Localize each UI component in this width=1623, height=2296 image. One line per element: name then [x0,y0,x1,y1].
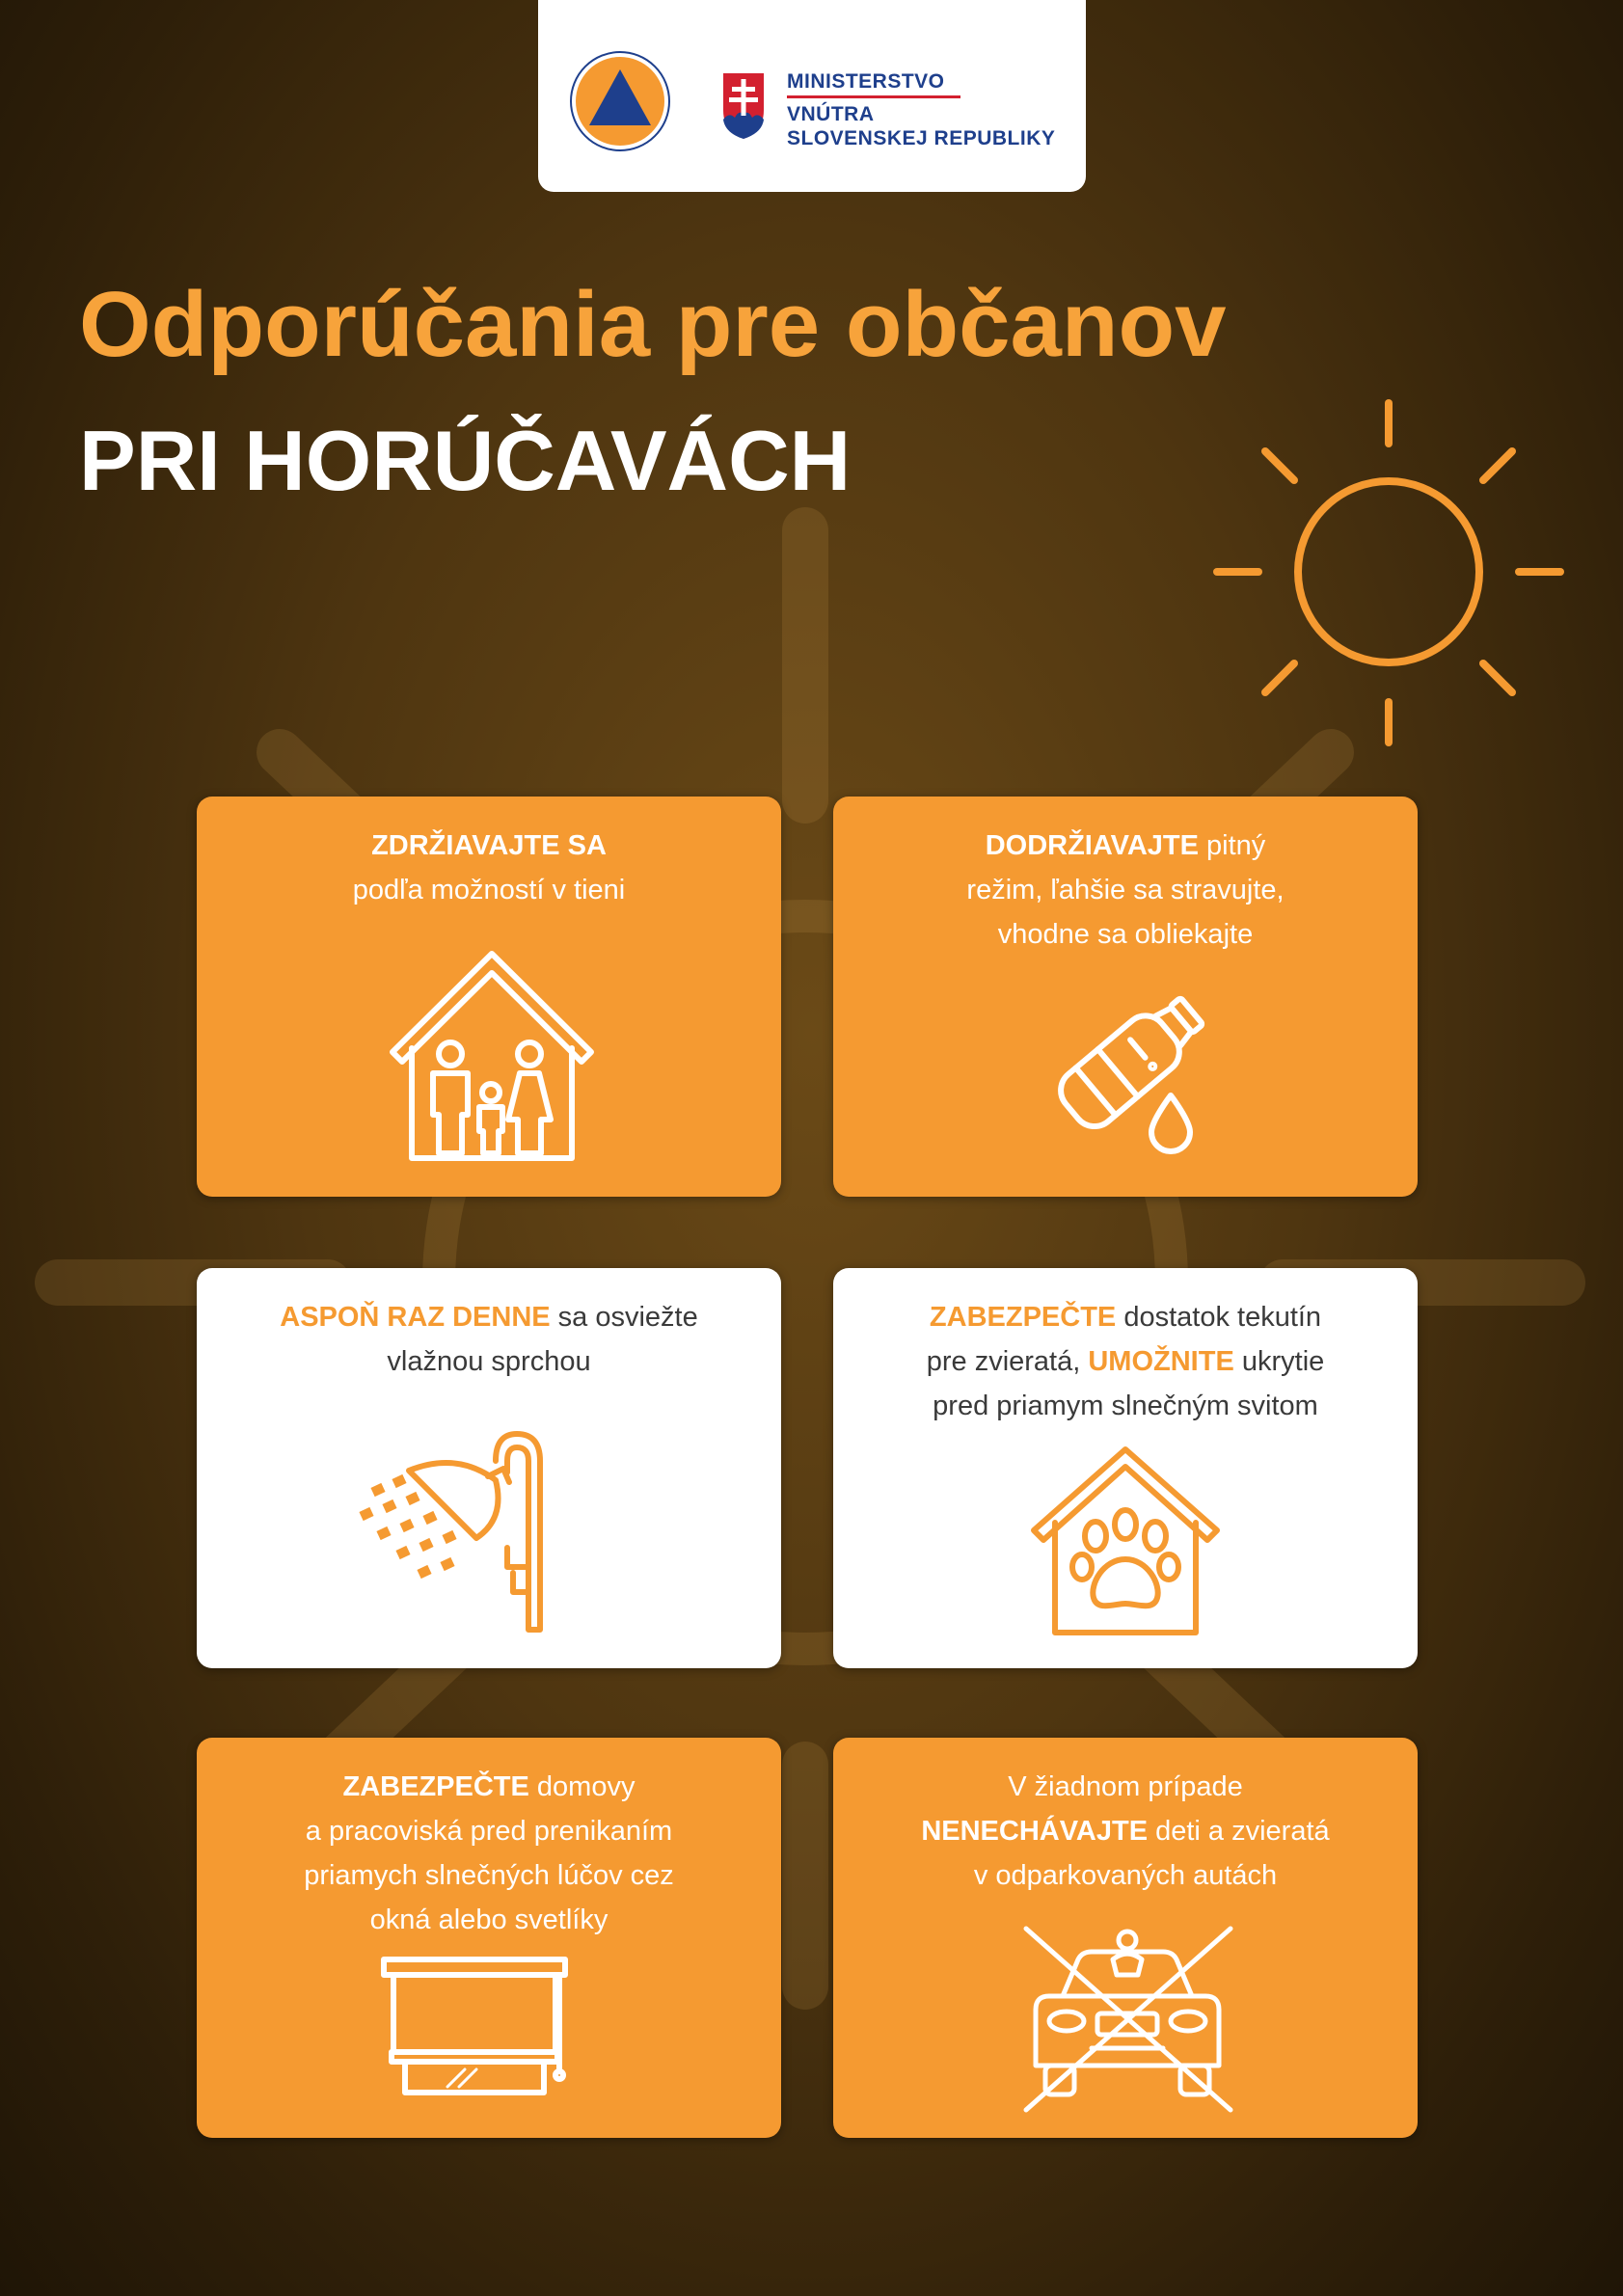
card-line: dostatok tekutín [1116,1302,1322,1333]
water-bottle-icon [1026,970,1219,1163]
card-bold: ZABEZPEČTE [929,1302,1117,1333]
card-line: sa osviežte [550,1302,698,1333]
card-line: deti a zvieratá [1148,1816,1330,1847]
card-text [216,1295,762,1384]
page-title: Odporúčania pre občanov [79,273,1227,376]
ministry-line-2: VNÚTRA [787,103,875,125]
card-line: pred priamym slnečným svitom [933,1391,1318,1421]
crossed-car-icon [1016,1921,1238,2114]
card-bold: DODRŽIAVAJTE [985,830,1199,861]
card-shower [197,1268,781,1668]
logo-header [538,0,1086,192]
pet-house-icon [1026,1442,1225,1640]
card-text [852,1295,1398,1428]
ministry-line-3: SLOVENSKEJ REPUBLIKY [787,127,1056,149]
card-line: domovy [528,1771,636,1802]
card-pets [833,1268,1418,1668]
card-windows [197,1738,781,2138]
card-text [216,1765,762,1942]
card-bold: NENECHÁVAJTE [921,1816,1149,1847]
card-line: V žiadnom prípade [1008,1771,1243,1802]
shower-icon [351,1422,582,1644]
card-line: priamych slnečných lúčov cez [304,1860,674,1891]
card-bold: ASPOŇ RAZ DENNE [280,1302,551,1333]
card-line: režim, ľahšie sa stravujte, [966,875,1285,905]
card-stay-in-shade [197,797,781,1197]
slovak-coat-of-arms-icon [719,69,768,143]
window-blind-icon [380,1956,579,2100]
family-house-icon [385,946,599,1164]
ministry-name [787,69,1055,150]
ministry-line-1: MINISTERSTVO [787,69,960,98]
card-text [216,824,762,912]
card-bold: ZABEZPEČTE [342,1771,529,1802]
card-line: v odparkovaných autách [973,1860,1278,1891]
card-line: pitný [1198,830,1266,861]
card-line: vlažnou sprchou [387,1346,591,1377]
card-line: podľa možností v tieni [352,875,626,905]
card-bold: UMOŽNITE [1088,1346,1234,1377]
page-subtitle: PRI HORÚČAVÁCH [79,413,852,508]
sun-icon [1205,395,1572,762]
card-line: okná alebo svetlíky [369,1904,609,1935]
card-parked-cars [833,1738,1418,2138]
card-bold: ZDRŽIAVAJTE SA [371,830,607,861]
card-drinking-regime [833,797,1418,1197]
card-line: a pracoviská pred prenikaním [305,1816,673,1847]
civil-protection-logo-icon [569,50,671,152]
card-text [852,824,1398,957]
card-line: pre zvieratá, [926,1346,1089,1377]
card-line: ukrytie [1233,1346,1325,1377]
card-text [852,1765,1398,1898]
card-line: vhodne sa obliekajte [997,919,1254,950]
